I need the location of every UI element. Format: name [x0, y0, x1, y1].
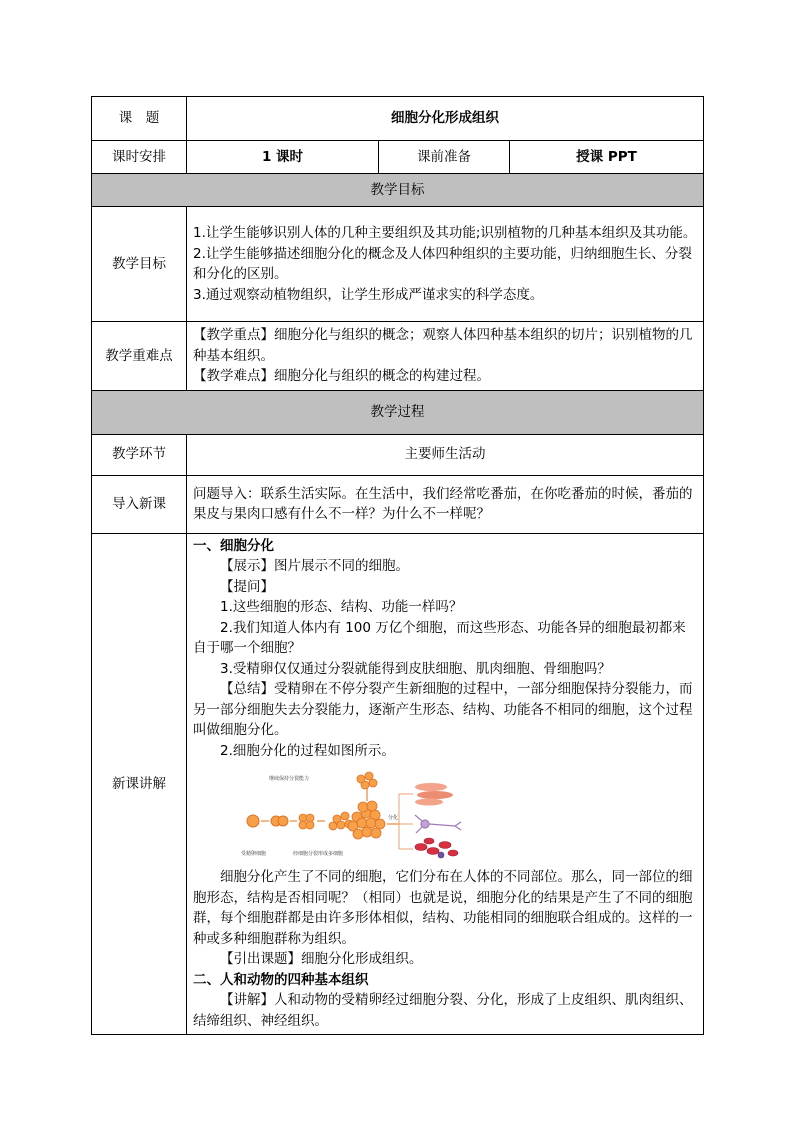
objective-item: 1.让学生能够识别人体的几种主要组织及其功能;识别植物的几种基本组织及其功能。 — [193, 225, 697, 241]
cell-mass — [348, 801, 385, 839]
subject-label: 课 题 — [92, 97, 187, 141]
ask-text: 【提问】 — [220, 578, 274, 595]
objectives-content — [187, 207, 704, 322]
objectives-row — [92, 207, 704, 322]
label-keep-dividing: 继续保持分裂能力 — [269, 776, 310, 782]
key-points-label: 教学重难点 — [92, 322, 187, 391]
activity-column-header: 主要师生活动 — [187, 434, 704, 475]
question-1: 1.这些细胞的形态、结构、功能一样吗？ — [220, 599, 463, 615]
show-text: 【展示】图片展示不同的细胞。 — [220, 558, 409, 574]
explain-text: 【讲解】人和动物的受精卵经过细胞分裂、分化，形成了上皮组织、肌肉组织、结缔组织、神经组织。 — [193, 992, 693, 1029]
key-points-row — [92, 322, 704, 391]
label-differentiation: 分化 — [388, 815, 399, 821]
zygote-cell — [247, 815, 259, 827]
blood-cells — [415, 838, 458, 858]
process-section-row — [92, 390, 704, 434]
objectives-section-heading: 教学目标 — [92, 174, 704, 207]
prep-label: 课前准备 — [379, 141, 510, 174]
process-section-heading: 教学过程 — [92, 390, 704, 434]
teaching-difficulty: 【教学难点】细胞分化与组织的概念的构建过程。 — [193, 368, 490, 384]
objective-item: 2.让学生能够描述细胞分化的概念及人体四种组织的主要功能，归纳细胞生长、分裂和分化的区别。 — [193, 245, 692, 282]
muscle-cells — [415, 783, 453, 806]
schedule-value: 1 课时 — [187, 141, 379, 174]
lesson-content — [187, 533, 704, 1035]
label-multicell: 经细胞分裂形成多细胞 — [293, 851, 344, 857]
lesson-label: 新课讲解 — [92, 533, 187, 1035]
differentiation-diagram — [239, 769, 479, 861]
key-points-content — [187, 322, 704, 391]
section-heading-1: 一、细胞分化 — [193, 537, 274, 554]
lesson-title: 细胞分化形成组织 — [187, 97, 704, 141]
topic-text: 【引出课题】细胞分化形成组织。 — [220, 951, 423, 967]
lesson-plan-table — [91, 96, 704, 1035]
intro-text: 问题导入：联系生活实际。在生活中，我们经常吃番茄，在你吃番茄的时候，番茄的果皮与果肉口感有什么不一样？为什么不一样呢？ — [187, 475, 704, 533]
section-heading-2: 二、人和动物的四种基本组织 — [193, 971, 369, 988]
question-3: 3.受精卵仅仅通过分裂就能得到皮肤细胞、肌肉细胞、骨细胞吗？ — [220, 660, 611, 677]
objectives-label: 教学目标 — [92, 207, 187, 322]
schedule-row — [92, 141, 704, 174]
schedule-label: 课时安排 — [92, 141, 187, 174]
summary-text: 【总结】受精卵在不停分裂产生新细胞的过程中，一部分细胞保持分裂能力，而另一部分细胞失去分裂能力，逐渐产生形态、结构、功能各不相同的细胞，这个过程叫做细胞分化。 — [193, 681, 693, 738]
objective-item: 3.通过观察动植物组织，让学生形成严谨求实的科学态度。 — [193, 286, 544, 303]
lesson-row — [92, 533, 704, 1035]
neuron-cell — [415, 815, 461, 833]
objectives-section-row — [92, 174, 704, 207]
cell-differentiation-figure — [239, 769, 479, 861]
process-header-row — [92, 434, 704, 475]
question-2: 2.我们知道人体内有 100 万亿个细胞，而这些形态、功能各异的细胞最初都来自于哪一个细胞？ — [193, 619, 686, 656]
label-zygote: 受精卵细胞 — [241, 851, 267, 857]
differentiation-paragraph: 细胞分化产生了不同的细胞，它们分布在人体的不同部位。那么，同一部位的细胞形态，结构是否相同呢？（相同）也就是说，细胞分化的结果是产生了不同的细胞群，每个细胞群都是由许多形体相似，结构、功能相同的细胞联合组成的。这样的一种或多种细胞群称为组织。 — [193, 869, 693, 947]
teaching-focus: 【教学重点】细胞分化与组织的概念；观察人体四种基本组织的切片；识别植物的几种基本组织。 — [193, 327, 693, 364]
figure-caption: 2.细胞分化的过程如图所示。 — [220, 742, 395, 759]
intro-label: 导入新课 — [92, 475, 187, 533]
intro-row — [92, 475, 704, 533]
title-row — [92, 97, 704, 141]
prep-value: 授课 PPT — [510, 141, 704, 174]
stage-column-header: 教学环节 — [92, 434, 187, 475]
